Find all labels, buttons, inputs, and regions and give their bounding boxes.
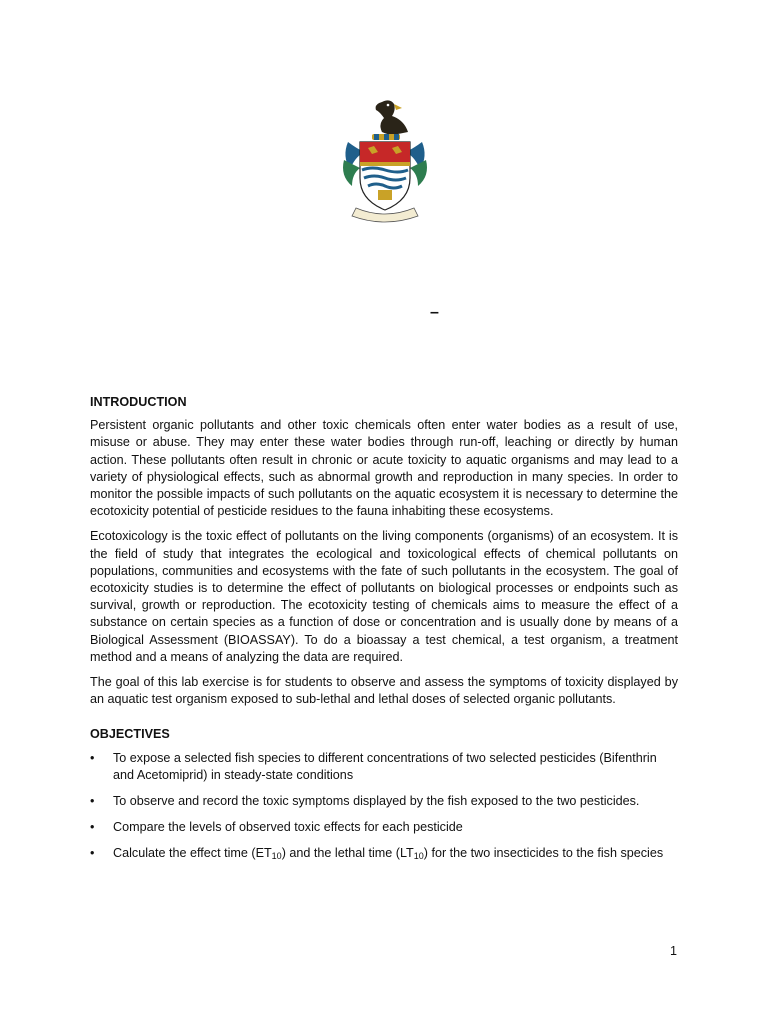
- document-body: [90, 394, 678, 875]
- objective-text-part: Calculate the effect time (ET: [113, 846, 272, 861]
- objective-item: [90, 793, 678, 810]
- objective-text: Compare the levels of observed toxic effects for each pesticide: [113, 820, 463, 835]
- objective-text-part: ) and the lethal time (LT: [281, 846, 414, 861]
- objective-text: To expose a selected fish species to different concentrations of two selected pesticides (Bifenthrin and Acetomiprid) in steady-state conditions: [113, 750, 657, 782]
- introduction-heading: INTRODUCTION: [90, 395, 187, 409]
- subscript: 10: [271, 851, 282, 862]
- title-dash: –: [430, 304, 439, 321]
- page-number: 1: [670, 944, 678, 958]
- objective-item: [90, 819, 678, 836]
- objective-item: [90, 845, 678, 865]
- introduction-paragraph-2: Ecotoxicology is the toxic effect of pollutants on the living components (organisms) of an ecosystem. It is the field of study that integrates the ecological and toxicological effects of chemical pollutants on populations, communities and ecosystems with the fate of such pollutants in the ecosystem. The goal of ecotoxicity studies is to determine the effect of pollutants on biological processes or endpoints such as survival, growth or reproduction. The ecotoxicity testing of chemicals aims to measure the effect of a substance on certain species as a function of dose or concentration and is usually done by means of a Biological Assessment (BIOASSAY). To do a bioassay a test chemical, a test organism, a treatment method and a means of analyzing the data are required.: [90, 529, 678, 664]
- objective-item: [90, 750, 678, 784]
- subscript: 10: [413, 851, 424, 862]
- objectives-list: [90, 750, 678, 866]
- objective-text: [113, 846, 663, 860]
- introduction-paragraph-1: Persistent organic pollutants and other toxic chemicals often enter water bodies as a result of use, misuse or abuse. They may enter these water bodies through run-off, leaching or directly by human action. These pollutants often result in chronic or acute toxicity to aquatic organisms and may lead to a variety of physiological effects, such as abnormal growth and reproduction in many species. In order to monitor the possible impacts of such pollutants on the aquatic ecosystem it is necessary to determine the ecotoxicity potential of pesticide residues to the fauna inhabiting these ecosystems.: [90, 418, 678, 519]
- objective-text-part: ) for the two insecticides to the fish species: [423, 846, 664, 861]
- bullet-icon: •: [90, 820, 95, 835]
- bullet-icon: •: [90, 794, 95, 809]
- university-crest-logo: [338, 96, 432, 226]
- bullet-icon: •: [90, 750, 95, 765]
- objectives-heading: OBJECTIVES: [90, 727, 170, 742]
- bullet-icon: •: [90, 846, 95, 861]
- objective-text: To observe and record the toxic symptoms displayed by the fish exposed to the two pesticides.: [113, 794, 640, 809]
- introduction-paragraph-3: The goal of this lab exercise is for students to observe and assess the symptoms of toxicity displayed by an aquatic test organism exposed to sub-lethal and lethal doses of selected organic pollutants.: [90, 675, 678, 707]
